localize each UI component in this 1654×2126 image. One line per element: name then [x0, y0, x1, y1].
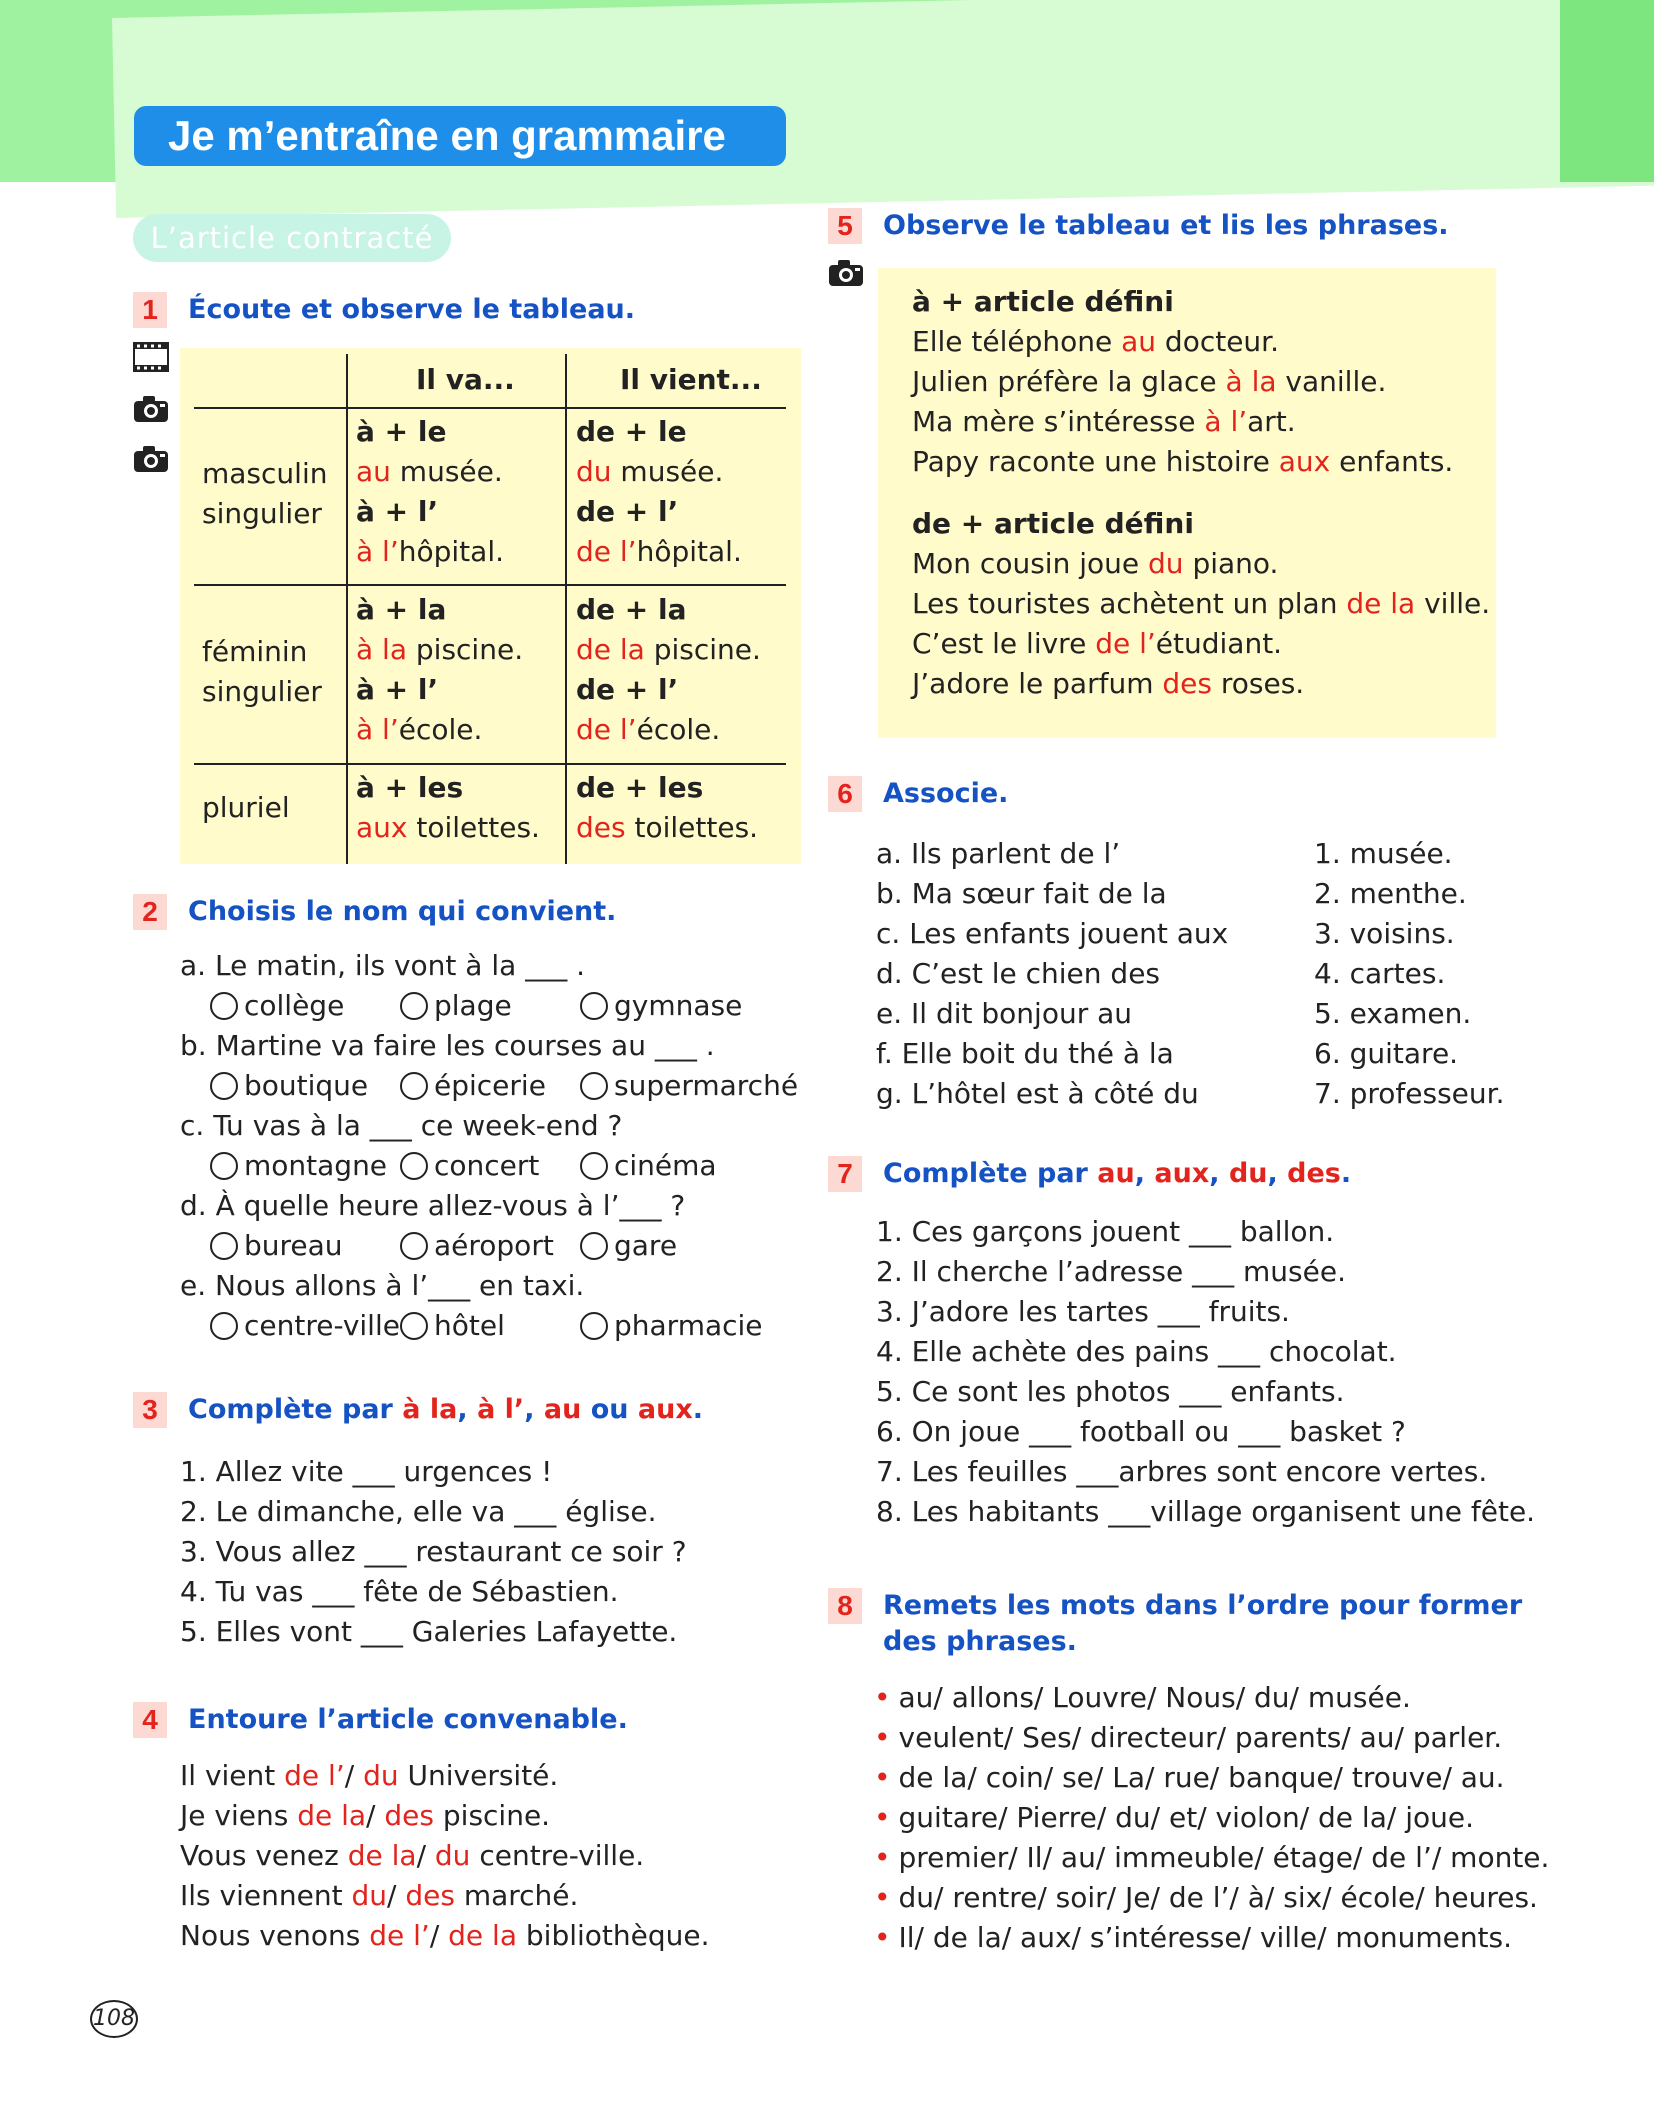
article: au: [356, 455, 391, 488]
options-row: [180, 1066, 799, 1106]
option[interactable]: plage: [400, 986, 512, 1026]
choice[interactable]: du: [351, 1879, 387, 1912]
list-item: • au/ allons/ Louvre/ Nous/ du/ musée.: [874, 1681, 1411, 1714]
list-item: 8. Les habitants ___village organisent une fête.: [876, 1495, 1536, 1528]
match-left-column: [876, 834, 1228, 1114]
radio-button[interactable]: [210, 1312, 238, 1340]
noun: toilettes.: [625, 811, 759, 844]
noun: école.: [636, 713, 721, 746]
options-row: [180, 1306, 763, 1346]
table-cell: à + les: [356, 771, 464, 804]
radio-button[interactable]: [400, 992, 428, 1020]
exercise-3-list: [180, 1452, 687, 1652]
example-sentence: Papy raconte une histoire aux enfants.: [912, 445, 1454, 478]
radio-button[interactable]: [400, 1312, 428, 1340]
noun: piscine.: [644, 633, 761, 666]
question: c. Tu vas à la ___ ce week-end ?: [180, 1109, 623, 1142]
exercise-title: Complète par à la, à l’, au ou aux.: [188, 1394, 704, 1425]
camera-icon[interactable]: [828, 258, 864, 288]
choice[interactable]: de l’: [369, 1919, 430, 1952]
radio-button[interactable]: [210, 1072, 238, 1100]
radio-button[interactable]: [400, 1232, 428, 1260]
list-item: 2. Il cherche l’adresse ___ musée.: [876, 1255, 1346, 1288]
noun: école.: [398, 713, 483, 746]
row-label: singulier: [202, 675, 322, 708]
article: de l’: [576, 535, 637, 568]
list-item[interactable]: 5. examen.: [1314, 997, 1472, 1030]
example-sentence: Elle téléphone au docteur.: [912, 325, 1280, 358]
example-sentence: Julien préfère la glace à la vanille.: [912, 365, 1387, 398]
radio-button[interactable]: [400, 1072, 428, 1100]
exercise-8-list: [874, 1678, 1549, 1958]
choice[interactable]: de l’: [284, 1759, 345, 1792]
grammar-box: [878, 268, 1496, 738]
article: à l’: [356, 535, 399, 568]
list-item[interactable]: f. Elle boit du thé à la: [876, 1037, 1174, 1070]
table-divider: [194, 763, 786, 765]
exercise-number: 4: [133, 1702, 167, 1738]
exercise-title: Associe.: [883, 778, 1009, 809]
list-item[interactable]: c. Les enfants jouent aux: [876, 917, 1229, 950]
options-row: [180, 986, 743, 1026]
option[interactable]: hôtel: [400, 1306, 505, 1346]
page-title: Je m’entraîne en grammaire: [134, 106, 786, 166]
example-sentence: Mon cousin joue du piano.: [912, 547, 1279, 580]
list-item: 7. Les feuilles ___arbres sont encore vertes.: [876, 1455, 1488, 1488]
exercise-number: 7: [828, 1156, 862, 1192]
option[interactable]: montagne: [210, 1146, 387, 1186]
radio-button[interactable]: [400, 1152, 428, 1180]
radio-button[interactable]: [210, 1232, 238, 1260]
list-item: 6. On joue ___ football ou ___ basket ?: [876, 1415, 1406, 1448]
list-item[interactable]: g. L’hôtel est à côté du: [876, 1077, 1199, 1110]
option[interactable]: centre-ville: [210, 1306, 400, 1346]
example-sentence: C’est le livre de l’étudiant.: [912, 627, 1283, 660]
match-right-column: [1314, 834, 1505, 1114]
table-cell: à + l’: [356, 495, 439, 528]
exercise-number: 1: [133, 292, 167, 328]
option[interactable]: collège: [210, 986, 344, 1026]
table-cell: à + le: [356, 415, 447, 448]
option[interactable]: concert: [400, 1146, 539, 1186]
row-label: pluriel: [202, 791, 290, 824]
row-label: singulier: [202, 497, 322, 530]
list-item: • du/ rentre/ soir/ Je/ de l’/ à/ six/ école/ heures.: [874, 1881, 1538, 1914]
article: de la: [576, 633, 645, 666]
options-row: [180, 1226, 715, 1266]
list-item[interactable]: 4. cartes.: [1314, 957, 1446, 990]
page-number: 108: [90, 2000, 138, 2038]
choice[interactable]: du: [434, 1839, 471, 1872]
camera-icon[interactable]: [133, 394, 169, 424]
camera-icon[interactable]: [133, 444, 169, 474]
exercise-4-list: [180, 1756, 710, 1956]
exercise-title: Entoure l’article convenable.: [188, 1704, 628, 1735]
choice[interactable]: des: [384, 1799, 434, 1832]
exercise-title: Écoute et observe le tableau.: [188, 294, 636, 325]
radio-button[interactable]: [580, 1152, 608, 1180]
radio-button[interactable]: [580, 1072, 608, 1100]
noun: hôpital.: [398, 535, 504, 568]
list-item[interactable]: d. C’est le chien des: [876, 957, 1161, 990]
question: e. Nous allons à l’___ en taxi.: [180, 1269, 585, 1302]
column-header: Il vient...: [620, 363, 762, 396]
table-cell: de + la: [576, 593, 687, 626]
list-item: 5. Ce sont les photos ___ enfants.: [876, 1375, 1345, 1408]
exercise-title: des phrases.: [883, 1626, 1077, 1657]
example-sentence: J’adore le parfum des roses.: [912, 667, 1305, 700]
table-cell: à + l’: [356, 673, 439, 706]
radio-button[interactable]: [580, 992, 608, 1020]
choice[interactable]: de la: [448, 1919, 517, 1952]
exercise-title: Remets les mots dans l’ordre pour former: [883, 1590, 1523, 1621]
exercise-number: 5: [828, 208, 862, 244]
option[interactable]: supermarché: [580, 1066, 798, 1106]
radio-button[interactable]: [580, 1312, 608, 1340]
question: d. À quelle heure allez-vous à l’___ ?: [180, 1189, 686, 1222]
noun: musée.: [611, 455, 724, 488]
article-table: [180, 348, 801, 864]
table-divider: [194, 407, 786, 409]
option[interactable]: gymnase: [580, 986, 742, 1026]
article: aux: [356, 811, 408, 844]
table-cell: de + l’: [576, 673, 679, 706]
choice[interactable]: des: [405, 1879, 455, 1912]
list-item[interactable]: e. Il dit bonjour au: [876, 997, 1133, 1030]
list-item[interactable]: 7. professeur.: [1314, 1077, 1505, 1110]
article: du: [576, 455, 612, 488]
radio-button[interactable]: [580, 1232, 608, 1260]
table-cell: [576, 452, 723, 492]
option[interactable]: épicerie: [400, 1066, 546, 1106]
exercise-title: Complète par au, aux, du, des.: [883, 1158, 1352, 1189]
list-item: 5. Elles vont ___ Galeries Lafayette.: [180, 1615, 678, 1648]
exercise-number: 6: [828, 776, 862, 812]
option[interactable]: aéroport: [400, 1226, 554, 1266]
section-label: L’article contracté: [133, 214, 451, 262]
row-label: féminin: [202, 635, 308, 668]
list-item: • guitare/ Pierre/ du/ et/ violon/ de la/ joue.: [874, 1801, 1474, 1834]
table-cell: de + le: [576, 415, 687, 448]
table-cell: de + les: [576, 771, 704, 804]
option[interactable]: bureau: [210, 1226, 343, 1266]
list-item[interactable]: a. Ils parlent de l’: [876, 837, 1121, 870]
question: a. Le matin, ils vont à la ___ .: [180, 949, 586, 982]
table-cell: [356, 710, 482, 750]
box-heading: de + article défini: [912, 507, 1194, 540]
options-row: [180, 1146, 715, 1186]
exercise-title: Choisis le nom qui convient.: [188, 896, 617, 927]
table-cell: [356, 808, 540, 848]
example-sentence: Ma mère s’intéresse à l’art.: [912, 405, 1296, 438]
list-item: 1. Allez vite ___ urgences !: [180, 1455, 553, 1488]
noun: hôpital.: [636, 535, 742, 568]
list-item: Il vient de l’/ du Université.: [180, 1759, 559, 1792]
list-item: • Il/ de la/ aux/ s’intéresse/ ville/ monuments.: [874, 1921, 1513, 1954]
example-sentence: Les touristes achètent un plan de la ville.: [912, 587, 1491, 620]
option[interactable]: pharmacie: [580, 1306, 763, 1346]
list-item: 2. Le dimanche, elle va ___ église.: [180, 1495, 657, 1528]
list-item: Ils viennent du/ des marché.: [180, 1879, 579, 1912]
table-divider: [346, 354, 348, 864]
list-item[interactable]: b. Ma sœur fait de la: [876, 877, 1167, 910]
article: des: [576, 811, 626, 844]
radio-button[interactable]: [210, 1152, 238, 1180]
table-cell: [576, 630, 761, 670]
list-item: • premier/ Il/ au/ immeuble/ étage/ de l’/ monte.: [874, 1841, 1550, 1874]
article: à la: [356, 633, 407, 666]
table-cell: [356, 630, 523, 670]
column-header: Il va...: [416, 363, 515, 396]
noun: piscine.: [407, 633, 524, 666]
list-item: 4. Elle achète des pains ___ chocolat.: [876, 1335, 1397, 1368]
noun: musée.: [390, 455, 503, 488]
exercise-7-list: [876, 1212, 1535, 1532]
list-item[interactable]: 3. voisins.: [1314, 917, 1455, 950]
list-item: Nous venons de l’/ de la bibliothèque.: [180, 1919, 710, 1952]
exercise-number: 2: [133, 894, 167, 930]
article: de l’: [576, 713, 637, 746]
option[interactable]: gare: [580, 1226, 677, 1266]
box-heading: à + article défini: [912, 285, 1174, 318]
question: b. Martine va faire les courses au ___ .: [180, 1029, 715, 1062]
list-item[interactable]: 2. menthe.: [1314, 877, 1467, 910]
exercise-title: Observe le tableau et lis les phrases.: [883, 210, 1449, 241]
table-cell: à + la: [356, 593, 447, 626]
table-cell: [576, 808, 758, 848]
list-item[interactable]: 1. musée.: [1314, 837, 1453, 870]
table-cell: [356, 452, 503, 492]
list-item: Je viens de la/ des piscine.: [180, 1799, 551, 1832]
table-divider: [565, 354, 567, 864]
table-divider: [194, 584, 786, 586]
list-item[interactable]: 6. guitare.: [1314, 1037, 1459, 1070]
film-icon[interactable]: [133, 342, 169, 372]
exercise-number: 3: [133, 1392, 167, 1428]
table-cell: [576, 532, 742, 572]
option[interactable]: cinéma: [580, 1146, 717, 1186]
list-item: 3. J’adore les tartes ___ fruits.: [876, 1295, 1290, 1328]
list-item: • veulent/ Ses/ directeur/ parents/ au/ parler.: [874, 1721, 1503, 1754]
list-item: 3. Vous allez ___ restaurant ce soir ?: [180, 1535, 687, 1568]
choice[interactable]: de la: [297, 1799, 367, 1832]
choice[interactable]: de la: [347, 1839, 417, 1872]
radio-button[interactable]: [210, 992, 238, 1020]
row-label: masculin: [202, 457, 328, 490]
list-item: 1. Ces garçons jouent ___ ballon.: [876, 1215, 1335, 1248]
exercise-number: 8: [828, 1588, 862, 1624]
list-item: Vous venez de la/ du centre-ville.: [180, 1839, 645, 1872]
table-cell: de + l’: [576, 495, 679, 528]
table-cell: [576, 710, 720, 750]
header-corner: [1560, 0, 1654, 182]
exercise-2-list: [180, 946, 799, 1346]
list-item: 4. Tu vas ___ fête de Sébastien.: [180, 1575, 619, 1608]
noun: toilettes.: [407, 811, 540, 844]
list-item: • de la/ coin/ se/ La/ rue/ banque/ trouve/ au.: [874, 1761, 1505, 1794]
table-cell: [356, 532, 504, 572]
article: à l’: [356, 713, 399, 746]
choice[interactable]: du: [363, 1759, 399, 1792]
grammar-box-content: [912, 282, 1490, 704]
option[interactable]: boutique: [210, 1066, 368, 1106]
